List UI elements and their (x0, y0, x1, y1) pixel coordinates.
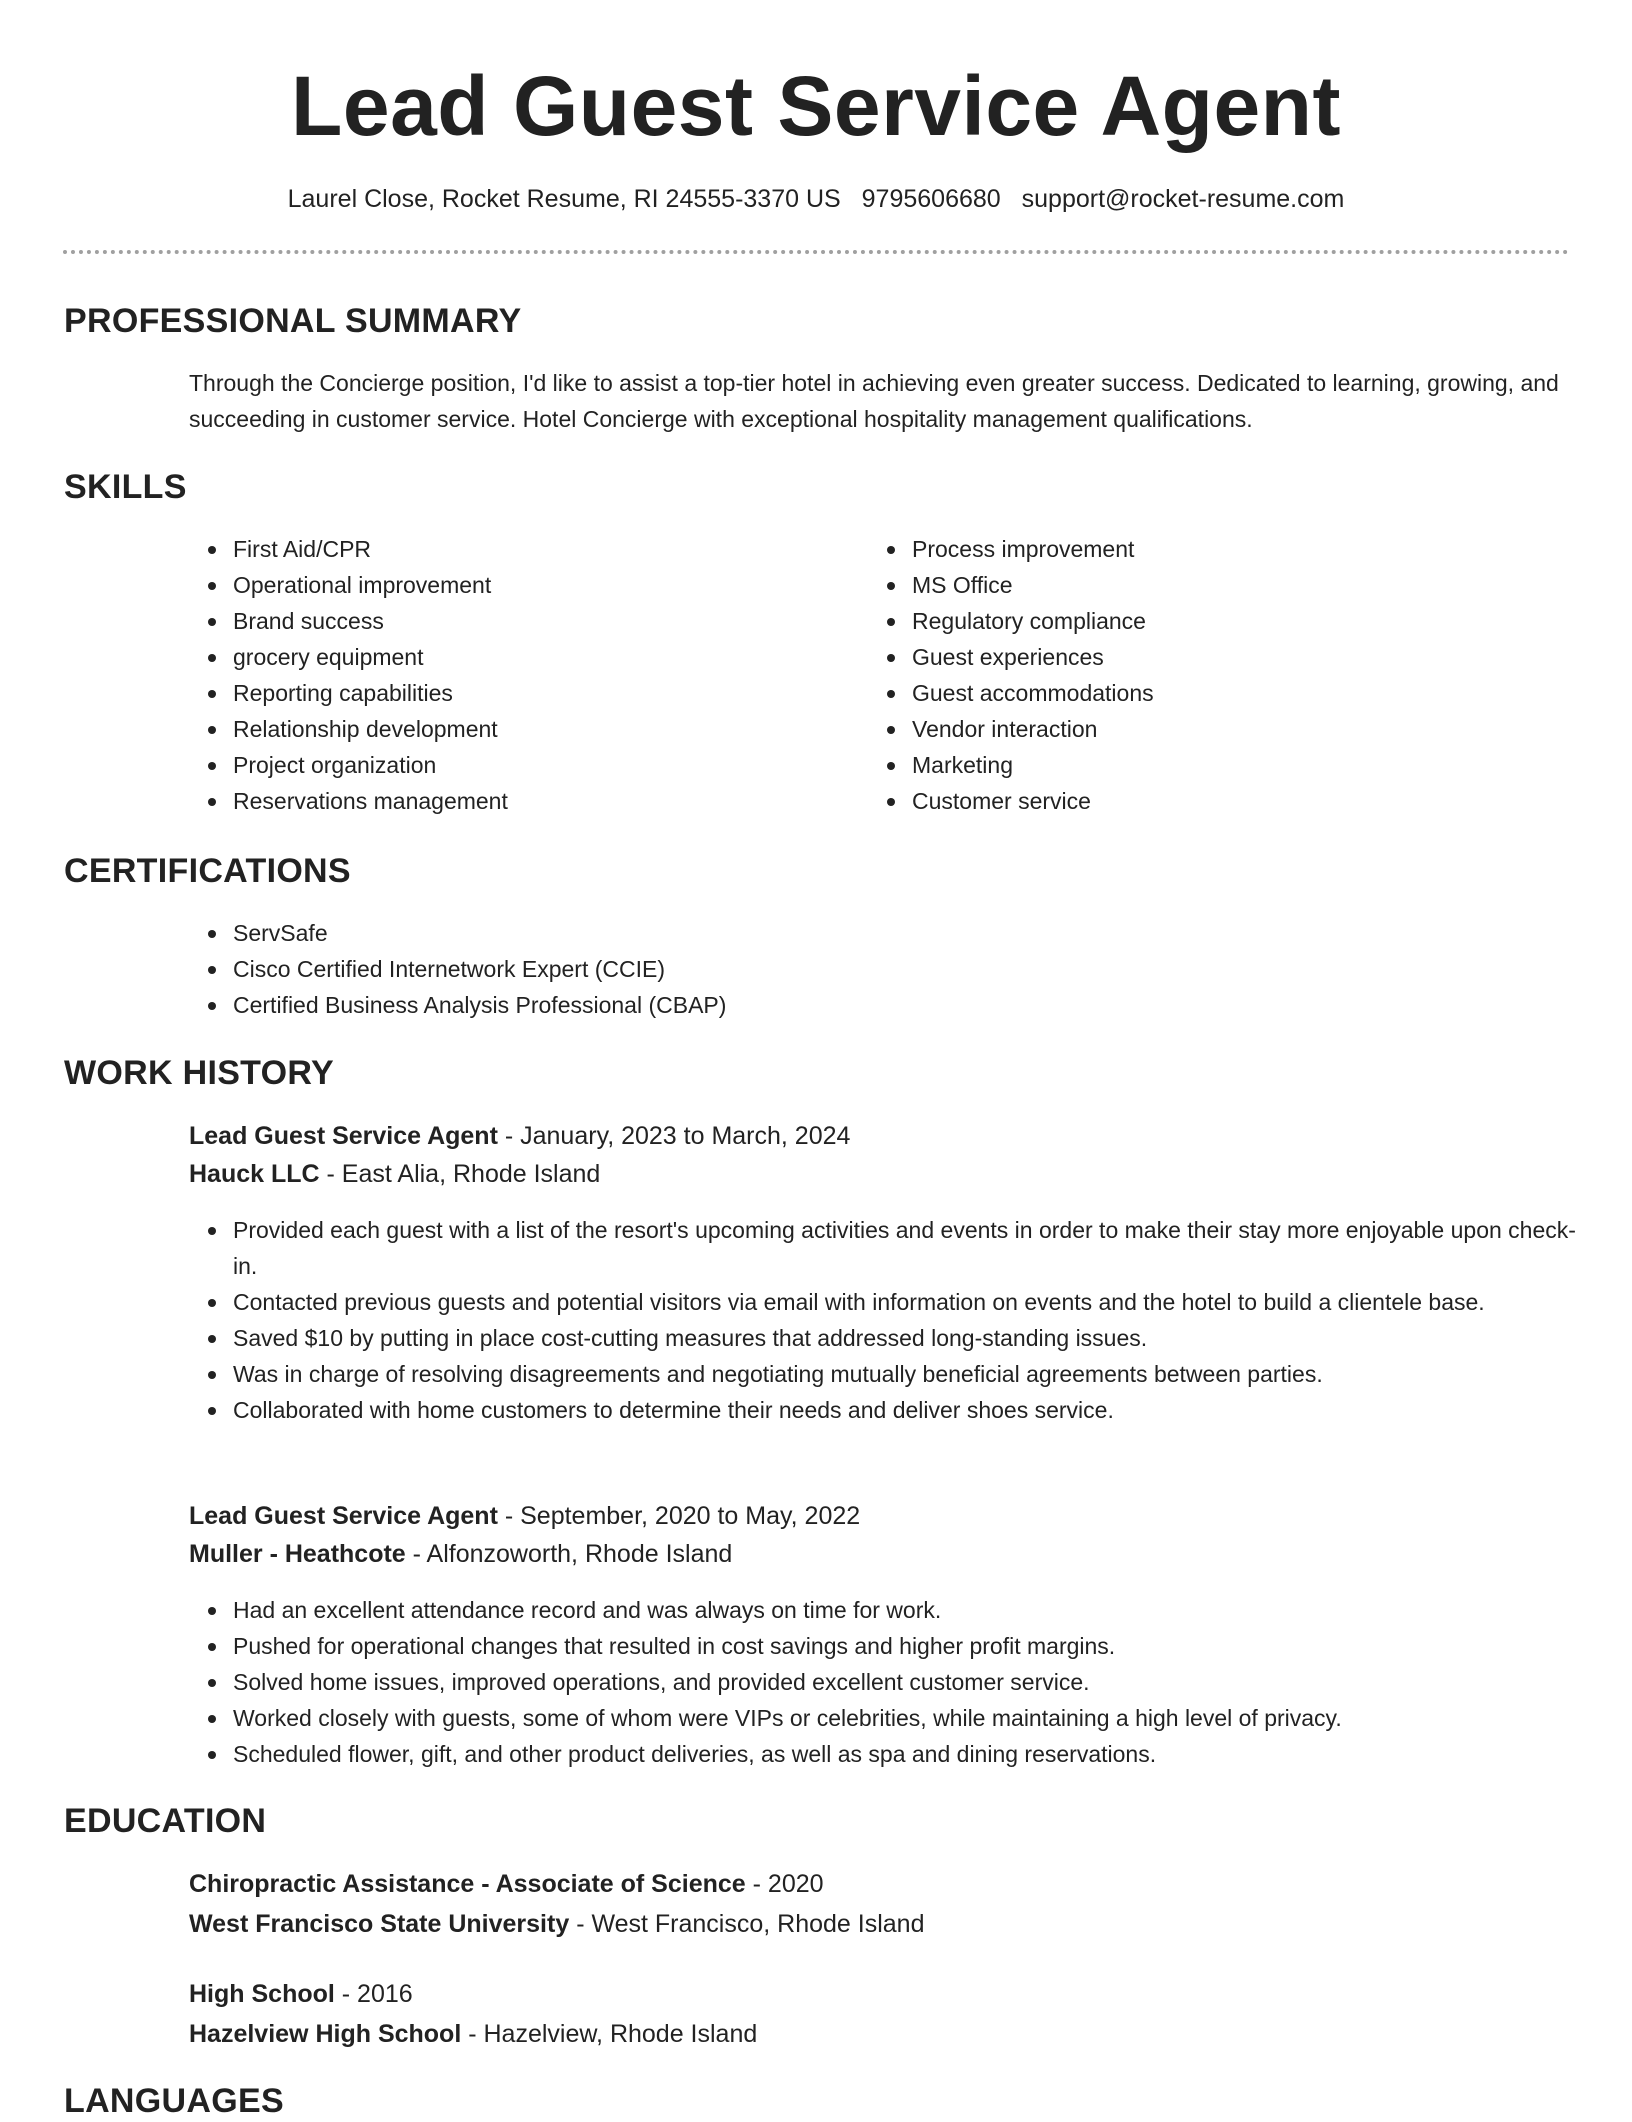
job-1-dates: - January, 2023 to March, 2024 (497, 1122, 851, 1150)
job-2-role: Lead Guest Service Agent (189, 1502, 498, 1530)
job-bullet: Collaborated with home customers to determine their needs and deliver shoes service. (233, 1392, 1593, 1428)
job-bullet: Saved $10 by putting in place cost-cutting measures that addressed long-standing issues. (233, 1320, 1593, 1356)
education-1-school: West Francisco State University (189, 1910, 570, 1938)
skill-item: MS Office (912, 567, 1532, 603)
skill-item: Marketing (912, 747, 1532, 783)
skills-list-right (868, 531, 1532, 819)
skills-heading: SKILLS (64, 468, 187, 506)
education-1-school-line (189, 1906, 925, 1942)
skill-item: Customer service (912, 783, 1532, 819)
job-bullet: Contacted previous guests and potential visitors via email with information on events and the hotel to build a clientele base. (233, 1284, 1593, 1320)
education-2-year: - 2016 (334, 1980, 413, 2008)
skills-list-left (189, 531, 853, 819)
email[interactable]: support@rocket-resume.com (1021, 185, 1345, 213)
phone: 9795606680 (861, 185, 1001, 213)
skill-item: Reservations management (233, 783, 853, 819)
education-2-degree-line (189, 1976, 413, 2012)
certification-item: ServSafe (233, 915, 1433, 951)
job-1-title-line (189, 1118, 850, 1154)
education-2-school: Hazelview High School (189, 2020, 462, 2048)
job-1-company-line (189, 1156, 600, 1192)
job-bullet: Worked closely with guests, some of whom were VIPs or celebrities, while maintaining a high level of privacy. (233, 1700, 1593, 1736)
languages-heading: LANGUAGES (64, 2082, 284, 2120)
job-1-company: Hauck LLC (189, 1160, 320, 1188)
skill-item: Reporting capabilities (233, 675, 853, 711)
skill-item: Process improvement (912, 531, 1532, 567)
job-2-location: - Alfonzoworth, Rhode Island (405, 1540, 733, 1568)
job-2-company-line (189, 1536, 732, 1572)
header-divider (63, 250, 1569, 254)
education-heading: EDUCATION (64, 1802, 267, 1840)
skill-item: First Aid/CPR (233, 531, 853, 567)
skill-item: Operational improvement (233, 567, 853, 603)
education-2-degree: High School (189, 1980, 335, 2008)
education-1-location: - West Francisco, Rhode Island (569, 1910, 925, 1938)
job-1-bullets (189, 1212, 1593, 1428)
education-2-location: - Hazelview, Rhode Island (461, 2020, 758, 2048)
skill-item: Vendor interaction (912, 711, 1532, 747)
certification-item: Cisco Certified Internetwork Expert (CCIE) (233, 951, 1433, 987)
job-bullet: Had an excellent attendance record and was always on time for work. (233, 1592, 1593, 1628)
skill-item: Regulatory compliance (912, 603, 1532, 639)
education-1-degree-line (189, 1866, 824, 1902)
job-bullet: Provided each guest with a list of the resort's upcoming activities and events in order to make their stay more enjoyable upon check-in. (233, 1212, 1593, 1284)
job-2-company: Muller - Heathcote (189, 1540, 406, 1568)
job-bullet: Was in charge of resolving disagreements and negotiating mutually beneficial agreements between parties. (233, 1356, 1593, 1392)
skill-item: Relationship development (233, 711, 853, 747)
education-2-school-line (189, 2016, 757, 2052)
summary-heading: PROFESSIONAL SUMMARY (64, 302, 522, 340)
job-1-role: Lead Guest Service Agent (189, 1122, 498, 1150)
resume-title: Lead Guest Service Agent (291, 59, 1341, 153)
certifications-list (189, 915, 1433, 1023)
job-2-bullets (189, 1592, 1593, 1772)
address: Laurel Close, Rocket Resume, RI 24555-3370 US (287, 185, 841, 213)
certification-item: Certified Business Analysis Professional (CBAP) (233, 987, 1433, 1023)
summary-text: Through the Concierge position, I'd like to assist a top-tier hotel in achieving even greater success. Dedicated to learning, growing, and succeeding in customer service. Hotel Concierge with exceptional hospitality management qualifications. (189, 370, 1559, 432)
job-bullet: Solved home issues, improved operations, and provided excellent customer service. (233, 1664, 1593, 1700)
contact-line (0, 182, 1632, 216)
job-2-title-line (189, 1498, 860, 1534)
education-1-year: - 2020 (745, 1870, 824, 1898)
skill-item: Project organization (233, 747, 853, 783)
certifications-heading: CERTIFICATIONS (64, 852, 351, 890)
job-2-dates: - September, 2020 to May, 2022 (497, 1502, 861, 1530)
job-bullet: Pushed for operational changes that resulted in cost savings and higher profit margins. (233, 1628, 1593, 1664)
skill-item: Brand success (233, 603, 853, 639)
skill-item: Guest accommodations (912, 675, 1532, 711)
job-1-location: - East Alia, Rhode Island (319, 1160, 601, 1188)
skill-item: grocery equipment (233, 639, 853, 675)
education-1-degree: Chiropractic Assistance - Associate of Science (189, 1870, 746, 1898)
job-bullet: Scheduled flower, gift, and other product deliveries, as well as spa and dining reservations. (233, 1736, 1593, 1772)
skill-item: Guest experiences (912, 639, 1532, 675)
work-history-heading: WORK HISTORY (64, 1054, 334, 1092)
